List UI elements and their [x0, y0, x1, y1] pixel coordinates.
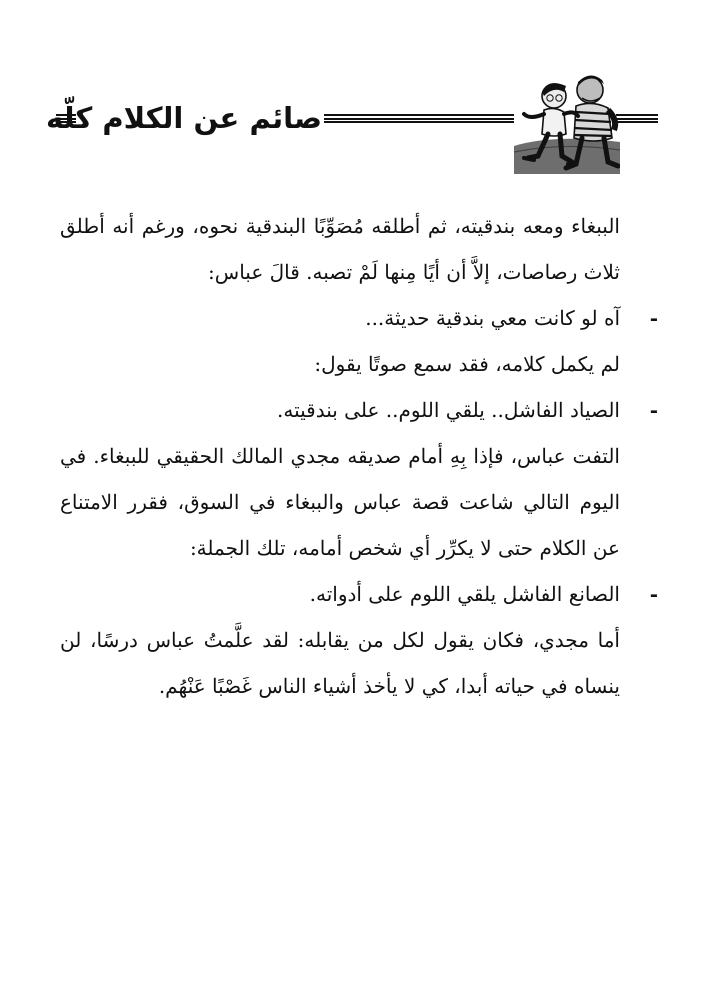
dialogue-line	[60, 571, 658, 617]
paragraph: أما مجدي، فكان يقول لكل من يقابله: لقد علَّمتُ عباس درسًا، لن ينساه في حياته أبدا، كي لا يأخذ أشياء الناس غَصْبًا عَنْهُم.	[60, 628, 620, 698]
dialogue-line	[60, 387, 658, 433]
dialogue-text: آه لو كانت معي بندقية حديثة...	[365, 306, 620, 330]
chapter-title: صائم عن الكلام كلّه	[46, 101, 322, 135]
dialogue-dash: -	[649, 398, 658, 422]
paragraph: لم يكمل كلامه، فقد سمع صوتًا يقول:	[314, 352, 620, 376]
paragraph: الببغاء ومعه بندقيته، ثم أطلقه مُصَوِّبًا البندقية نحوه، ورغم أنه أطلق ثلاث رصاصات، إلاَّ أن أيًا مِنها لَمْ تصبه. قالَ عباس:	[60, 214, 620, 284]
chapter-header	[46, 68, 656, 174]
story-text	[60, 203, 658, 709]
decorative-rule-middle	[324, 114, 514, 123]
decorative-rule-right	[616, 114, 658, 123]
dialogue-text: الصانع الفاشل يلقي اللوم على أدواته.	[309, 582, 620, 606]
dialogue-dash: -	[649, 582, 658, 606]
dialogue-line	[60, 295, 658, 341]
dialogue-dash: -	[649, 306, 658, 330]
dialogue-text: الصياد الفاشل.. يلقي اللوم.. على بندقيته.	[276, 398, 620, 422]
boy-running-from-man-illustration-icon	[514, 68, 620, 174]
paragraph: التفت عباس، فإذا بِهِ أمام صديقه مجدي المالك الحقيقي للببغاء. في اليوم التالي شاعت قصة عباس والببغاء في السوق، فقرر الامتناع عن الكلام حتى لا يكرِّر أي شخص أمامه، تلك الجملة:	[60, 444, 620, 560]
